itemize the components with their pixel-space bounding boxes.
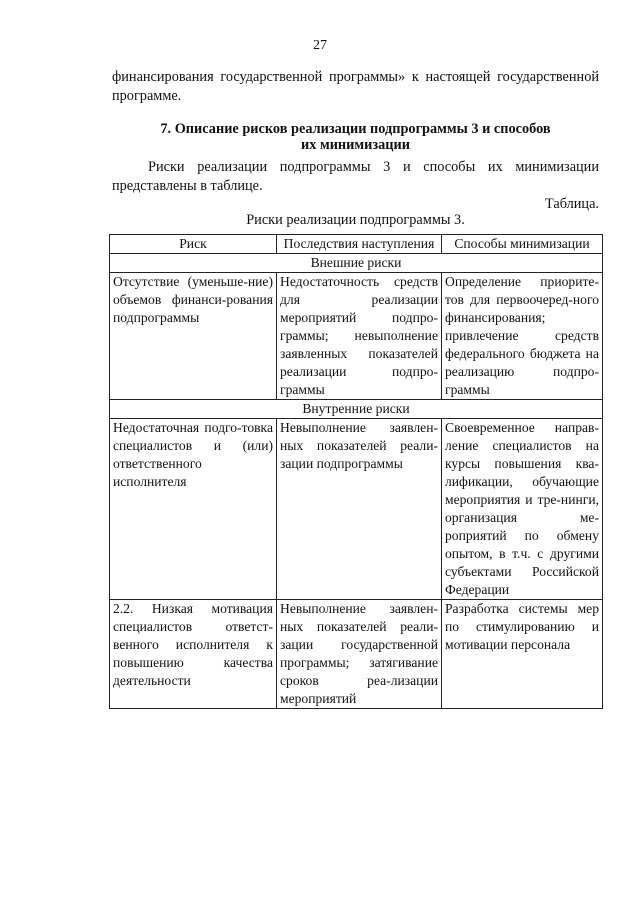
cell-consequences: Невыполнение заявлен-ных показателей реали-зации государственной программы; затягивание сроков реа-лизации мероприятий [277,600,442,709]
section-heading-line2: их минимизации [301,137,410,153]
section-row-external [110,254,603,273]
section-internal-risks: Внутренние риски [110,400,603,419]
table-row [110,273,603,400]
page-number: 27 [313,38,327,53]
cell-consequences: Недостаточность средств для реализации мероприятий подпро-граммы; невыполнение заявленных показателей реализации подпро-граммы [277,273,442,400]
table-header-row [110,235,603,254]
cell-risk: 2.2. Низкая мотивация специалистов ответст-венного исполнителя к повышению качества деятельности [110,600,277,709]
header-mitigation: Способы минимизации [442,235,603,254]
cell-consequences: Невыполнение заявлен-ных показателей реали-зации подпрограммы [277,419,442,600]
table-row [110,419,603,600]
cell-mitigation: Своевременное направ-ление специалистов на курсы повышения ква-лификации, обучающие мероприятия и тре-нинги, организация ме-роприятий по обмену опытом, в т.ч. с другими субъектами Российской Федерации [442,419,603,600]
cell-mitigation: Разработка системы мер по стимулированию и мотивации персонала [442,600,603,709]
header-consequences: Последствия наступления [277,235,442,254]
risks-table [109,234,603,709]
table-label: Таблица. [545,196,599,212]
intro-paragraph: финансирования государственной программы» к настоящей государственной программе. [112,69,599,104]
section-heading [112,121,599,153]
section-heading-line1: 7. Описание рисков реализации подпрограммы 3 и способов [160,121,551,137]
section-row-internal [110,400,603,419]
body-paragraph: Риски реализации подпрограммы 3 и способы их минимизации представлены в таблице. [112,159,599,194]
section-external-risks: Внешние риски [110,254,603,273]
table-row [110,600,603,709]
table-title: Риски реализации подпрограммы 3. [246,212,465,228]
cell-risk: Отсутствие (уменьше-ние) объемов финанси-рования подпрограммы [110,273,277,400]
cell-risk: Недостаточная подго-товка специалистов и (или) ответственного исполнителя [110,419,277,600]
header-risk: Риск [110,235,277,254]
cell-mitigation: Определение приорите-тов для первоочеред-ного финансирования; привлечение средств федерального бюджета на реализацию подпро-граммы [442,273,603,400]
